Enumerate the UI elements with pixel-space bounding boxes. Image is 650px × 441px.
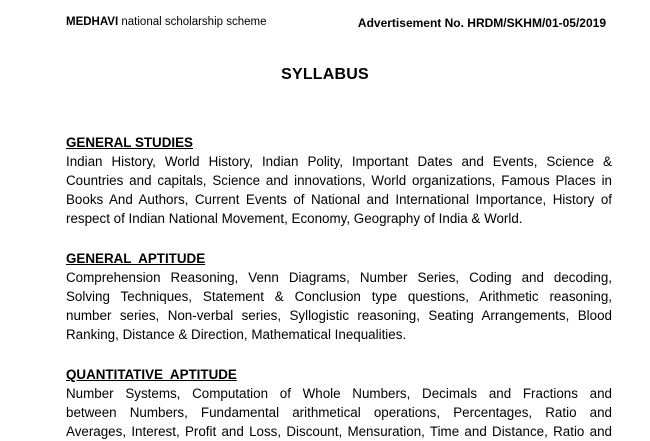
page-header bbox=[66, 16, 606, 32]
section-heading: GENERAL APTITUDE bbox=[66, 251, 206, 266]
section-text-line: number series, Non-verbal series, Syllogistic reasoning, Seating Arrangements, Blood bbox=[66, 308, 612, 323]
section-general-aptitude bbox=[66, 249, 612, 344]
section-text-line: Comprehension Reasoning, Venn Diagrams, Number Series, Coding and decoding, bbox=[66, 270, 612, 285]
section-text-line: Ranking, Distance & Direction, Mathematical Inequalities. bbox=[66, 327, 407, 342]
section-text-line: between Numbers, Fundamental arithmetical operations, Percentages, Ratio and bbox=[66, 405, 612, 420]
section-text-line: Number Systems, Computation of Whole Numbers, Decimals and Fractions and bbox=[66, 386, 612, 401]
section-heading: QUANTITATIVE APTITUDE bbox=[66, 367, 237, 382]
scheme-name bbox=[66, 16, 267, 28]
section-general-studies bbox=[66, 133, 612, 228]
section-text-line: Solving Techniques, Statement & Conclusion type questions, Arithmetic reasoning, bbox=[66, 289, 612, 304]
scheme-subtitle: national scholarship scheme bbox=[118, 16, 267, 28]
page-title: SYLLABUS bbox=[281, 66, 369, 83]
section-text-line: Indian History, World History, Indian Polity, Important Dates and Events, Science & bbox=[66, 154, 612, 169]
section-quantitative-aptitude bbox=[66, 365, 612, 441]
section-heading: GENERAL STUDIES bbox=[66, 135, 193, 150]
scheme-brand: MEDHAVI bbox=[66, 16, 119, 28]
advertisement-number: Advertisement No. HRDM/SKHM/01-05/2019 bbox=[357, 16, 606, 30]
section-text-line: Countries and capitals, Science and innovations, World organizations, Famous Places in bbox=[66, 173, 612, 188]
section-text-line: Books And Authors, Current Events of National and International Importance, History of bbox=[66, 192, 612, 207]
section-text-line: respect of Indian National Movement, Economy, Geography of India & World. bbox=[66, 211, 523, 226]
section-text-line: Averages, Interest, Profit and Loss, Discount, Mensuration, Time and Distance, Ratio and bbox=[66, 424, 612, 439]
